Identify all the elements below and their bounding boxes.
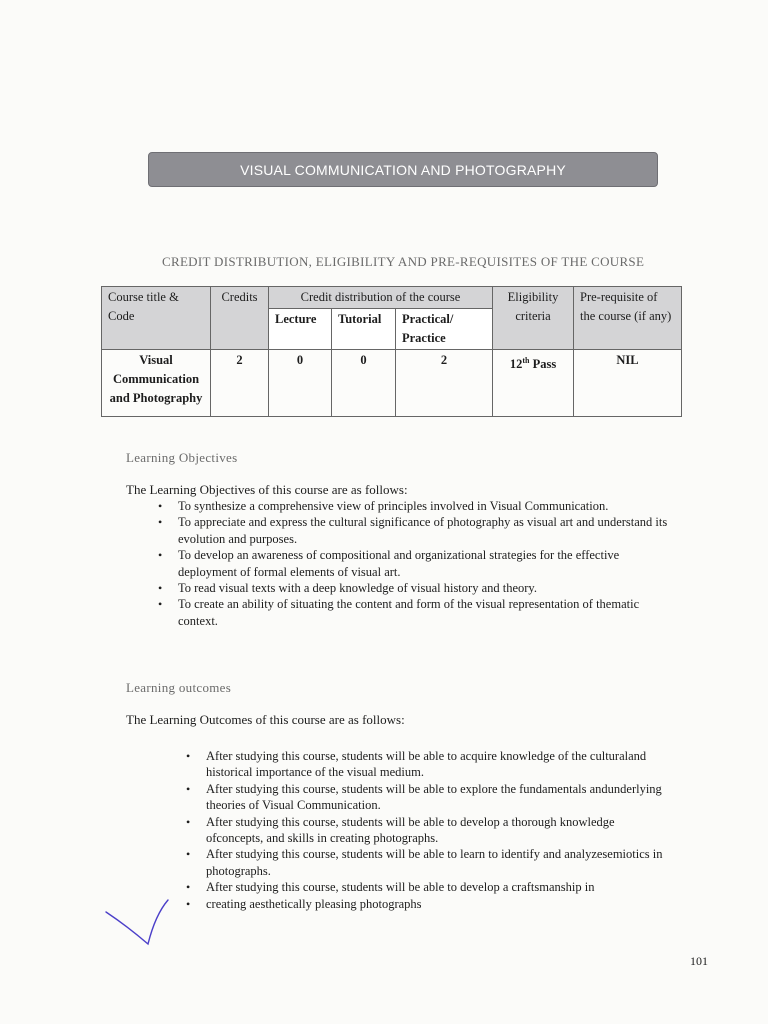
list-item: • To appreciate and express the cultural significance of photography as visual art and understand its evolution and purposes.	[178, 514, 668, 547]
eligibility-text: Pass	[529, 357, 557, 372]
table-row	[102, 350, 682, 417]
header-credit-distribution: Credit distribution of the course	[269, 287, 493, 309]
list-item: • After studying this course, students will be able to explore the fundamentals andunderlying theories of Visual Communication.	[206, 781, 666, 814]
header-credits: Credits	[211, 287, 269, 350]
list-item: • To read visual texts with a deep knowledge of visual history and theory.	[178, 580, 668, 596]
outcomes-title: Learning outcomes	[126, 680, 232, 695]
list-item: • After studying this course, students will be able to develop a thorough knowledge ofconcepts, and skills in creating photographs.	[206, 814, 666, 847]
list-item: • To synthesize a comprehensive view of principles involved in Visual Communication.	[178, 498, 668, 514]
header-practical: Practical/ Practice	[396, 309, 493, 350]
table-heading: CREDIT DISTRIBUTION, ELIGIBILITY AND PRE-REQUISITES OF THE COURSE	[162, 254, 645, 269]
table-header-row	[102, 287, 682, 309]
cell-practical: 2	[396, 350, 493, 417]
list-item: • To develop an awareness of compositional and organizational strategies for the effective deployment of formal elements of visual art.	[178, 547, 668, 580]
eligibility-superscript: th	[522, 356, 530, 365]
cell-course: Visual Communication and Photography	[102, 350, 211, 417]
cell-prerequisite: NIL	[574, 350, 682, 417]
course-title: VISUAL COMMUNICATION AND PHOTOGRAPHY	[240, 161, 566, 178]
cell-credits: 2	[211, 350, 269, 417]
header-lecture: Lecture	[269, 309, 332, 350]
header-prerequisite: Pre-requisite of the course (if any)	[574, 287, 682, 350]
cell-eligibility	[493, 350, 574, 417]
header-course-title: Course title & Code	[102, 287, 211, 350]
list-item: • creating aesthetically pleasing photographs	[206, 896, 666, 912]
list-item: • After studying this course, students will be able to acquire knowledge of the culturaland historical importance of the visual medium.	[206, 748, 666, 781]
cell-lecture: 0	[269, 350, 332, 417]
cell-tutorial: 0	[332, 350, 396, 417]
signature-tick-mark	[104, 896, 174, 952]
page-number: 101	[690, 954, 708, 968]
eligibility-number: 12	[509, 357, 523, 372]
list-item: • To create an ability of situating the content and form of the visual representation of thematic context.	[178, 596, 668, 629]
objectives-list	[178, 498, 668, 629]
header-tutorial: Tutorial	[332, 309, 396, 350]
course-title-banner	[148, 152, 658, 187]
header-eligibility: Eligibility criteria	[493, 287, 574, 350]
outcomes-intro: The Learning Outcomes of this course are as follows:	[126, 712, 405, 727]
list-item: • After studying this course, students will be able to develop a craftsmanship in	[206, 879, 666, 895]
objectives-title: Learning Objectives	[126, 450, 238, 465]
list-item: • After studying this course, students will be able to learn to identify and analyzesemiotics in photographs.	[206, 846, 666, 879]
objectives-intro: The Learning Objectives of this course are as follows:	[126, 482, 408, 497]
outcomes-list	[206, 748, 666, 912]
credit-distribution-table	[101, 286, 682, 417]
